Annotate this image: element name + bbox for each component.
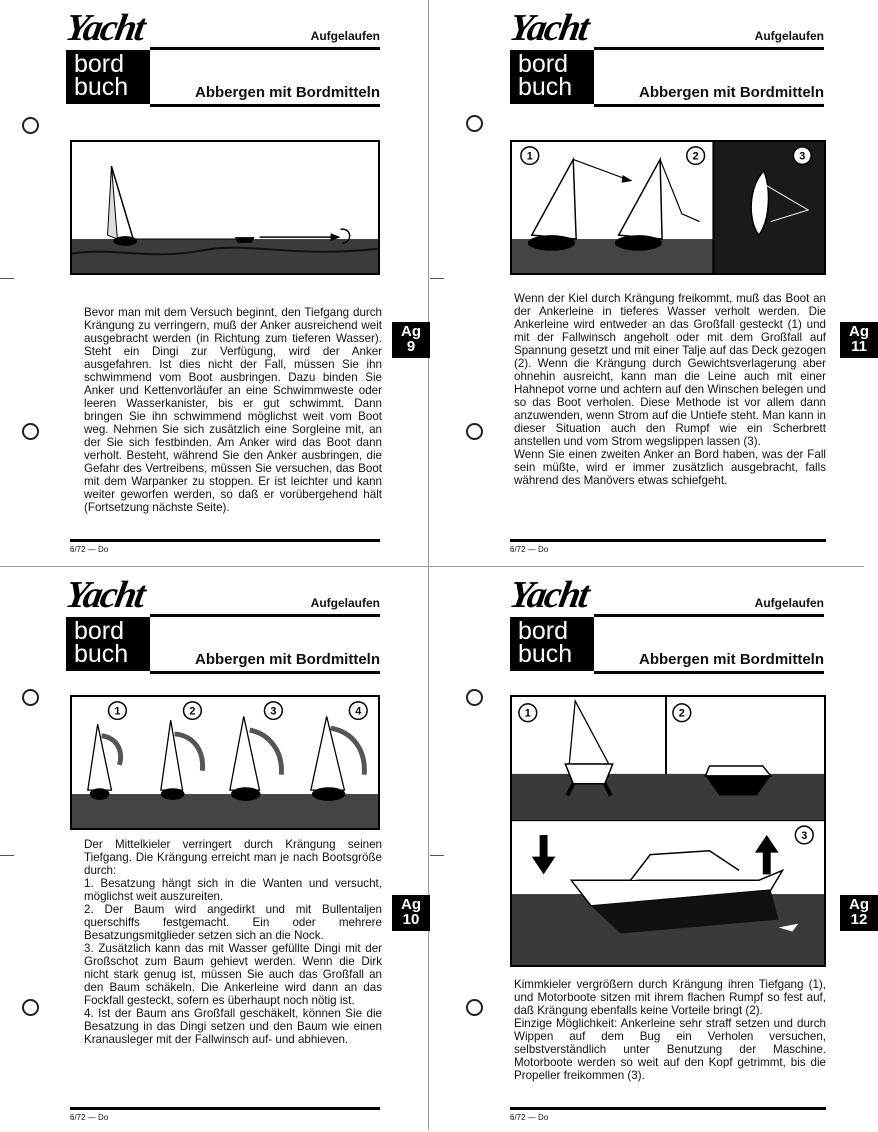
page-divider-vertical (428, 0, 429, 1130)
yacht-logo: Yacht (506, 574, 591, 616)
card-body (84, 306, 382, 514)
header-rule (150, 104, 380, 107)
illustration-bilge-keel-motorboat (510, 695, 826, 967)
figure-number-label: 3 (801, 829, 808, 842)
punch-hole (466, 423, 483, 440)
paragraph: Wenn der Kiel durch Krängung freikommt, muß das Boot an der Ankerleine in tieferes Wasser verholt werden. Die Ankerleine wird entweder an das Großfall gesteckt (1) und mit der Fallwinsch angeholt oder mit dem Großfall auf Spannung gesetzt und mit einer Talje auf das Deck gezogen (2). Wenn die Krängung durch Gewichtsverlagerung aber ohnehin ausreicht, kann man die Leine auch mit einer Hahnepot vorne und achtern auf den Winschen belegen und so das Boot verholen. Diese Methode ist vor allem dann anzuwenden, wenn Strom auf die Untiefe steht. Man kann in dieser Situation auch den Rumpf wie ein Scherbrett anstellen und vom Strom wegslippen lassen (3). (514, 292, 826, 448)
bordbuch-logo: bord buch (66, 50, 150, 104)
card-body (514, 292, 826, 487)
figure-number-label: 1 (524, 707, 531, 720)
footer-rule (70, 539, 380, 542)
illustration-heeling-methods (70, 695, 380, 830)
punch-hole (22, 689, 39, 706)
bordbuch-logo: bord buch (510, 617, 594, 671)
paragraph: Einzige Möglichkeit: Ankerleine sehr straff setzen und durch Wippen auf dem Bug ein Verholen versuchen, selbstverständlich unter Benutzung der Maschine. Motorboote werden so weit auf den Kopf getrimmt, bis die Propeller freikommen (3). (514, 1017, 826, 1082)
figure-number-label: 4 (355, 705, 362, 718)
list-item: 4. Ist der Baum ans Großfall geschäkelt, können Sie die Besatzung in das Dingi setzen und den Baum wie einen Kranausleger mit der Fallwinsch auf- und abhieven. (84, 1007, 382, 1046)
figure-number-label: 1 (114, 705, 121, 718)
paragraph: Der Mittelkieler verringert durch Krängung seinen Tiefgang. Die Krängung erreicht man je nach Bootsgröße durch: (84, 838, 382, 877)
paragraph: Kimmkieler vergrößern durch Krängung ihren Tiefgang (1), und Motorboote sitzen mit ihrem flachen Rumpf so fest auf, daß Krängung ebenfalls keine Vorteile bringt (2). (514, 978, 826, 1017)
footer-rule (510, 1107, 826, 1110)
footer-rule (510, 539, 826, 542)
card-title: Abbergen mit Bordmitteln (194, 651, 380, 668)
figure-number-label: 1 (526, 150, 533, 163)
section-label: Aufgelaufen (754, 596, 824, 610)
card-title: Abbergen mit Bordmitteln (638, 651, 824, 668)
section-label: Aufgelaufen (310, 596, 380, 610)
yacht-logo: Yacht (62, 574, 147, 616)
footer-date: 6/72 — Do (70, 1113, 109, 1122)
figure-number-label: 2 (189, 705, 196, 718)
punch-hole (466, 115, 483, 132)
card-ag-11 (444, 0, 869, 565)
index-tab: Ag 9 (392, 322, 430, 358)
figure-number-label: 3 (270, 705, 277, 718)
fold-mark (430, 855, 444, 856)
card-ag-10 (0, 567, 428, 1132)
section-label: Aufgelaufen (310, 29, 380, 43)
card-body (514, 978, 826, 1082)
list-item: 1. Besatzung hängt sich in die Wanten und versucht, möglichst weit auszureiten. (84, 877, 382, 903)
figure-number-label: 3 (799, 150, 806, 163)
punch-hole (466, 999, 483, 1016)
punch-hole (22, 423, 39, 440)
header-rule (150, 671, 380, 674)
card-title: Abbergen mit Bordmitteln (194, 84, 380, 101)
figure-number-label: 2 (678, 707, 685, 720)
footer-date: 6/72 — Do (510, 545, 549, 554)
card-ag-12 (444, 567, 869, 1132)
paragraph: Wenn Sie einen zweiten Anker an Bord haben, was der Fall sein müßte, wird er immer zusätzlich ausgebracht, falls während des Manövers etwas schiefgeht. (514, 448, 826, 487)
header-rule (594, 614, 824, 617)
punch-hole (466, 689, 483, 706)
header-rule (594, 47, 824, 50)
section-label: Aufgelaufen (754, 29, 824, 43)
list-item: 3. Zusätzlich kann das mit Wasser gefüllte Dingi mit der Großschot zum Baum gehievt werden. Wenn die Dirk nicht stark genug ist, müssen Sie auch das Großfall an den Baum schäkeln. Die Ankerleine wird dann an das Fockfall gesteckt, sofern es überhaupt noch nötig ist. (84, 942, 382, 1007)
paragraph: Bevor man mit dem Versuch beginnt, den Tiefgang durch Krängung zu verringern, muß der Anker ausreichend weit ausgebracht werden (in Richtung zum tieferen Wasser). Steht ein Dingi zur Verfügung, wird der Anker ausgefahren. Ist dies nicht der Fall, müssen Sie ihn schwimmend vom Boot ausbringen. Dazu binden Sie Anker und Kettenvorläufer an eine Schwimmweste oder leeren Wasserkanister, bis er gut schwimmt. Dann bringen Sie ihn schwimmend möglichst weit vom Boot weg. Nehmen Sie sich zusätzlich eine Sorgleine mit, an der Sie sich festbinden. Am Anker wird das Boot dann verholt. Besteht, während Sie den Anker ausbringen, die Gefahr des Vertreibens, müssen Sie versuchen, das Boot mit dem Warpanker zu stoppen. Er ist leichter und kann weiter geworfen werden, so daß er vorübergehend hält (Fortsetzung nächste Seite). (84, 306, 382, 514)
header-rule (594, 104, 824, 107)
index-tab: Ag 12 (840, 895, 878, 931)
bordbuch-logo: bord buch (66, 617, 150, 671)
punch-hole (22, 117, 39, 134)
figure-number-label: 2 (692, 150, 699, 163)
illustration-anchor-dinghy (70, 140, 380, 275)
index-tab: Ag 11 (840, 322, 878, 358)
card-ag-9 (0, 0, 428, 565)
footer-date: 6/72 — Do (70, 545, 109, 554)
header-rule (150, 47, 380, 50)
footer-rule (70, 1107, 380, 1110)
card-title: Abbergen mit Bordmitteln (638, 84, 824, 101)
illustration-warping-methods (510, 140, 826, 275)
list-item: 2. Der Baum wird angedirkt und mit Bullentaljen querschiffs festgemacht. Ein oder mehrere Besatzungsmitglieder setzen sich an die Nock. (84, 903, 382, 942)
index-tab: Ag 10 (392, 895, 430, 931)
header-rule (594, 671, 824, 674)
card-body (84, 838, 382, 1046)
yacht-logo: Yacht (62, 7, 147, 49)
header-rule (150, 614, 380, 617)
footer-date: 6/72 — Do (510, 1113, 549, 1122)
fold-mark (430, 278, 444, 279)
punch-hole (22, 999, 39, 1016)
bordbuch-logo: bord buch (510, 50, 594, 104)
yacht-logo: Yacht (506, 7, 591, 49)
